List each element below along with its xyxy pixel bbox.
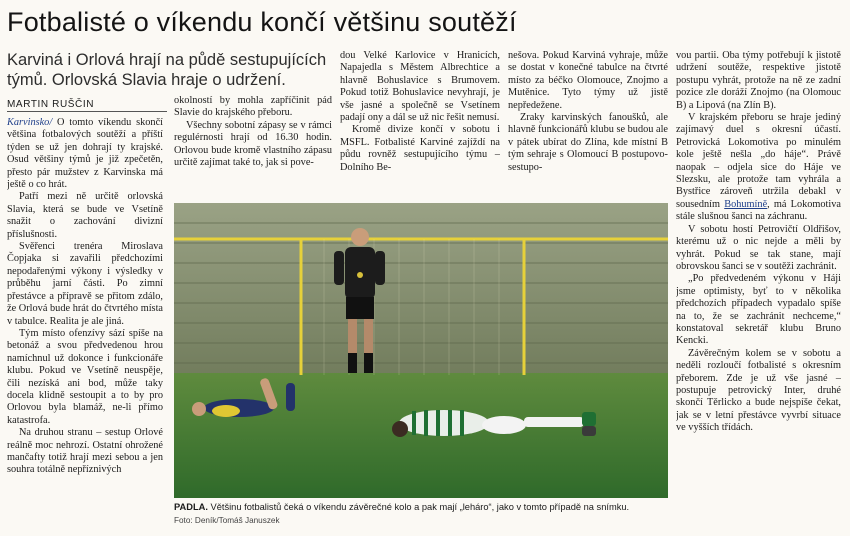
caption-text: Většinu fotbalistů čeká o víkendu závěrečné kolo a pak mají „leháro“, jako v tomto případě na snímku. — [210, 502, 630, 512]
article-headline: Fotbalisté o víkendu končí většinu soutěží — [7, 7, 517, 37]
match-photo — [174, 203, 668, 498]
paragraph: Kromě divize končí v sobotu i MSFL. Fotbalisté Karviné zajíždí na půdu rovněž sestupujícího týmu – Dolního Be- — [340, 124, 500, 173]
paragraph: vou partii. Oba týmy potřebují k jistotě udržení soutěže, respektive jistotě postupu vyhrát, protože na ně ze zadní pozice zle doráží Znojmo (na Olomouc B) a Lipová (na Zlín B). — [676, 50, 841, 111]
caption-lead: PADLA. — [174, 502, 208, 512]
place-dateline[interactable]: Karvinsko/ — [7, 117, 53, 128]
paragraph: Na druhou stranu – sestup Orlové reálně moc nehrozí. Ostatní ohrožené mančafty totiž hrají mezi sebou a jen souhra totálně nepříznivých — [7, 427, 163, 476]
stands — [174, 203, 668, 388]
paragraph: Závěrečným kolem se v sobotu a neděli rozloučí fotbalisté s okresním přeborem. Zde je už vše jasné – postupuje petrovický Inter, druhé skončí Těrlicko a bude nejspíše čekat, jak se v letní přestávce vyvrbí situace ve vyšších třídách. — [676, 347, 841, 434]
paragraph-text: O tomto víkendu skončí většina fotbalových soutěží a příští týden se už jen dohrají ty krajské. Osud většiny týmů je již zpečetěn, přesto pár mužstev z Karvinska má ještě o co hrát. — [7, 117, 163, 191]
photo-caption — [174, 501, 668, 513]
article-byline: MARTIN RUŠČIN — [7, 99, 167, 112]
paragraph: nešova. Pokud Karviná vyhraje, může se dostat v konečné tabulce na čtvrté místo za béčko Olomouce, Znojmo a Mutěnice. Tyto týmy už jistě nepředežene. — [508, 50, 668, 111]
place-link-bohumin[interactable]: Bohumíně — [724, 198, 768, 210]
article-column-5 — [676, 50, 841, 532]
photo-credit: Foto: Deník/Tomáš Januszek — [174, 516, 280, 525]
article-column-3 — [340, 50, 500, 198]
paragraph: „Po předvedeném výkonu v Háji jsme optimisty, byť to v několika předchozích případech vypadalo spíše na to, že se zachránit nechceme,“ konstatoval sekretář klubu Bruno Kencki. — [676, 273, 841, 347]
paragraph: Patří mezi ně určitě orlovská Slavia, která se bude ve Vsetíně snažit o zachování divizní příslušnosti. — [7, 191, 163, 240]
paragraph — [7, 117, 163, 191]
article-column-2 — [174, 95, 332, 198]
paragraph: Všechny sobotní zápasy se v rámci regulérnosti hrají od 16.30 hodin. Orlovou bude kromě vlastního zápasu určitě zajímat také to, jak si pove- — [174, 119, 332, 169]
paragraph: okolností by mohla zapříčinit pád Slavie do krajského přeboru. — [174, 95, 332, 119]
paragraph: Zraky karvinských fanoušků, ale hlavně funkcionářů klubu se budou ale v pátek ubírat do Zlína, kde místní B tým sehraje s Olomoucí B postupovo-sestupo- — [508, 112, 668, 173]
paragraph — [676, 112, 841, 224]
paragraph-text: , má Lokomotiva stále slušnou šanci na záchranu. — [676, 198, 841, 223]
paragraph: V sobotu hostí Petrovičtí Oldřišov, kterému už o nic nejde a měli by vyhrát. Pokud se tak stane, mají obrovskou šanci se v soutěži zachránit. — [676, 223, 841, 272]
paragraph: Svěřenci trenéra Miroslava Čopjaka si zavařili předchozími nepodařenými výkony i výsledky v průběhu jarní části. Po zimní přestávce a přípravě se přitom zdálo, že Orlová bude hrát do čtvrtého místa v tabulce. Realita je ale jiná. — [7, 241, 163, 327]
paragraph: dou Velké Karlovice v Hranicích, Napajedla s Městem Albrechtice a hlavně Bohuslavice s Brumovem. Pokud totiž Bohuslavice nevyhrají, je vše jasné a společně se Vsetínem padají ony a dál se už nic řešit nemusí. — [340, 50, 500, 124]
paragraph-text: V krajském přeboru se hraje jediný zajímavý duel s okresní účastí. Petrovická Lokomotiva po minulém kole ještě nešla „do háje“. Právě naopak – odjela sice do Háje ve Slezsku, ale protože tam vyhrála a Bystřice zároveň utržila debakl v sousedním — [676, 112, 841, 210]
paragraph: Tým místo ofenzívy sází spíše na betonáž a svou předvedenou hrou namíchnul už dokonce i funkcionáře klubu. Pokud ve Vsetíně neuspěje, čili nezíská ani bod, může taky docela klidně sestoupit a to by pro Orlovou byla blamáž, ne-li přímo katastrofa. — [7, 327, 163, 426]
article-column-1 — [7, 117, 163, 532]
article-subhead: Karviná i Orlová hrají na půdě sestupujících týmů. Orlovská Slavia hraje o udržení. — [7, 51, 327, 89]
photo-illustration — [174, 203, 668, 498]
article-column-4 — [508, 50, 668, 198]
